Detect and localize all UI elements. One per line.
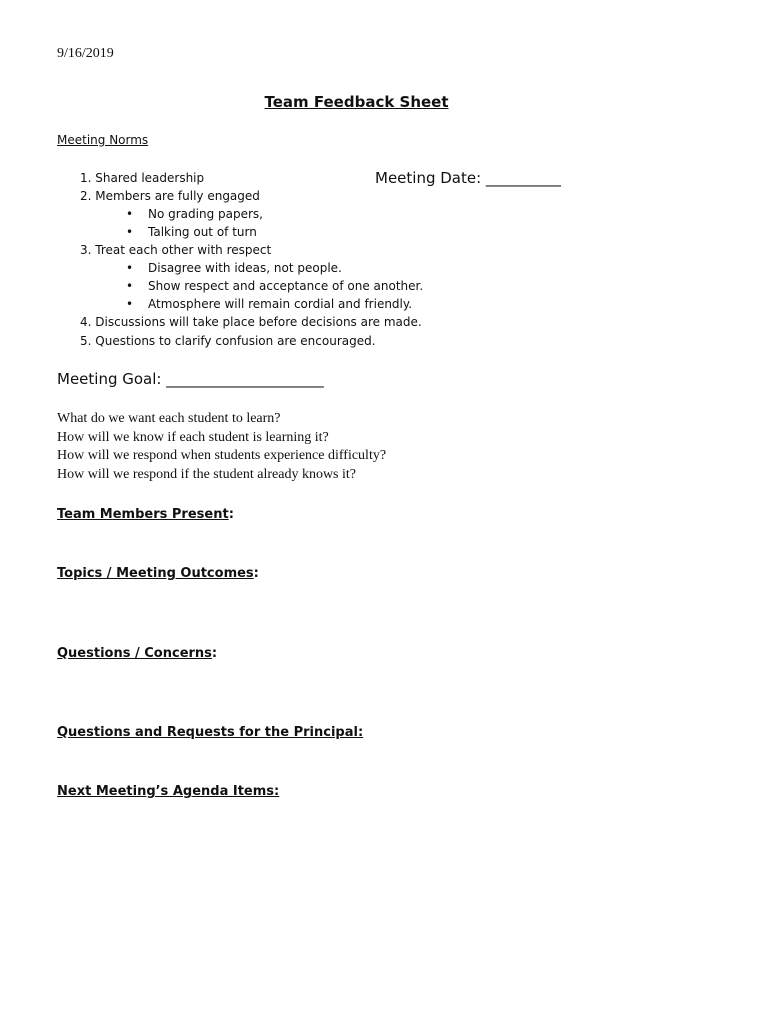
norm-item-2: 2. Members are fully engaged [80,189,260,203]
agenda-items-heading [57,784,279,799]
meeting-goal-field: Meeting Goal: _____________________ [57,370,324,388]
bullet-icon: • [126,297,134,311]
heading-colon: : [253,566,259,581]
guiding-questions [57,410,386,484]
norm-sub-bullet [126,225,257,239]
bullet-icon: • [126,225,134,239]
guiding-question: How will we respond if the student already knows it? [57,466,356,482]
team-members-heading [57,507,234,522]
norm-sub-text: Show respect and acceptance of one another. [148,279,424,293]
norm-item-1: 1. Shared leadership [80,171,205,185]
norm-item-4: 4. Discussions will take place before decisions are made. [80,315,422,329]
heading-colon: : [228,507,234,522]
norm-sub-bullet [126,207,263,221]
norm-sub-text: No grading papers, [148,207,263,221]
agenda-items-label: Next Meeting’s Agenda Items: [57,784,280,799]
norm-sub-bullet [126,297,412,311]
bullet-icon: • [126,261,134,275]
meeting-norms-heading: Meeting Norms [57,133,149,147]
bullet-icon: • [126,207,134,221]
principal-requests-heading [57,725,363,740]
principal-requests-label: Questions and Requests for the Principal: [57,725,364,740]
norm-item-5: 5. Questions to clarify confusion are encouraged. [80,334,376,348]
topics-label: Topics / Meeting Outcomes [57,566,254,581]
concerns-heading [57,646,217,661]
document-date: 9/16/2019 [57,46,114,61]
norm-sub-bullet [126,261,342,275]
norm-sub-text: Talking out of turn [148,225,257,239]
concerns-label: Questions / Concerns [57,646,212,661]
norm-sub-text: Disagree with ideas, not people. [148,261,342,275]
page-title: Team Feedback Sheet [264,93,449,111]
topics-heading [57,566,259,581]
bullet-icon: • [126,279,134,293]
meeting-date-field: Meeting Date: __________ [375,169,561,187]
guiding-question: How will we know if each student is learning it? [57,429,329,445]
heading-colon: : [211,646,218,661]
guiding-question: How will we respond when students experience difficulty? [57,448,387,463]
norm-sub-text: Atmosphere will remain cordial and friendly. [148,297,413,311]
norm-item-3: 3. Treat each other with respect [80,243,272,257]
team-members-label: Team Members Present [57,507,229,522]
guiding-question: What do we want each student to learn? [57,411,281,426]
norm-sub-bullet [126,279,423,293]
